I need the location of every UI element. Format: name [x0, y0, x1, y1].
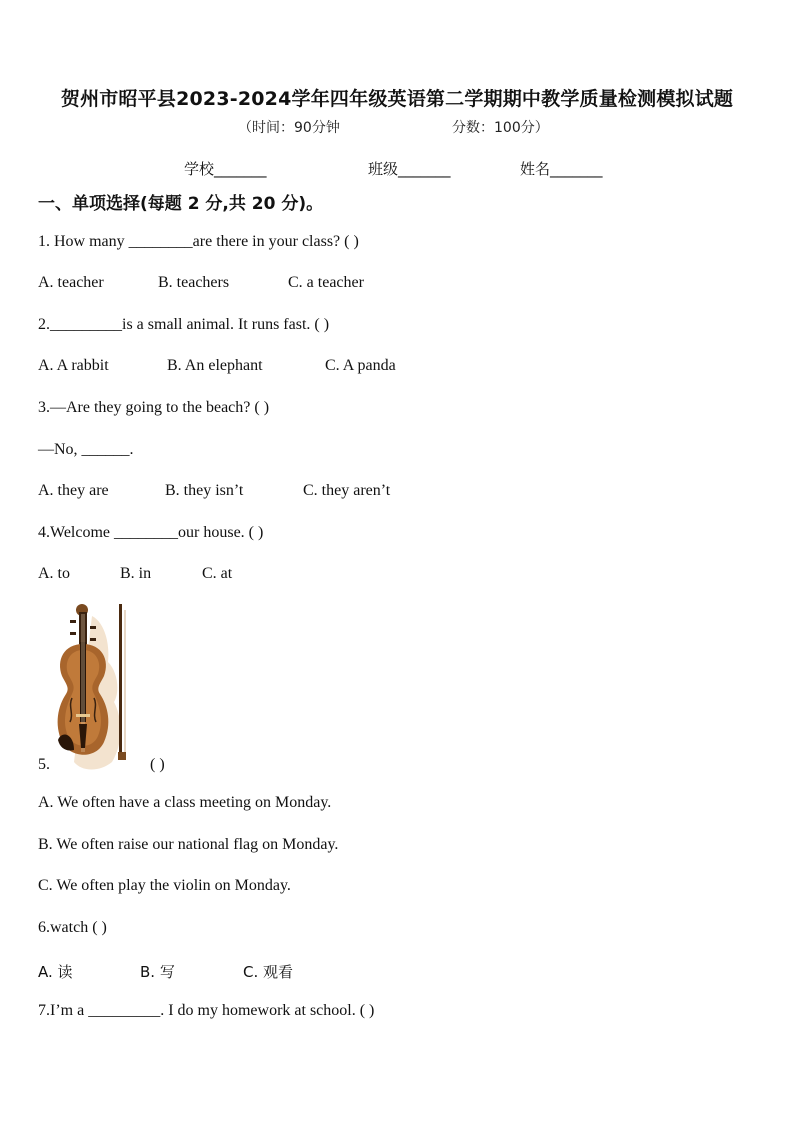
- page-title: 贺州市昭平县2023-2024学年四年级英语第二学期期中教学质量检测模拟试题: [60, 88, 734, 110]
- q1-option-a: A. teacher: [38, 274, 104, 291]
- exam-time: （时间：90分钟: [238, 120, 340, 136]
- q2-option-b: B. An elephant: [167, 357, 263, 374]
- q6-option-b: B. 写: [140, 963, 175, 981]
- q2-option-c: C. A panda: [325, 357, 396, 374]
- question-1-stem: 1. How many ________are there in your class? ( ): [38, 233, 359, 250]
- q4-option-b: B. in: [120, 565, 152, 582]
- question-4-stem: 4.Welcome ________our house. ( ): [38, 524, 264, 541]
- q3-option-b: B. they isn’t: [165, 482, 244, 499]
- violin-image: [52, 602, 144, 774]
- q5-option-c: C. We often play the violin on Monday.: [38, 877, 291, 894]
- q3-option-c: C. they aren’t: [303, 482, 391, 499]
- q6-option-a: A. 读: [38, 963, 73, 981]
- question-6-stem: 6.watch ( ): [38, 919, 107, 936]
- question-7-stem: 7.I’m a _________. I do my homework at school. ( ): [38, 1002, 375, 1019]
- question-3-stem: 3.—Are they going to the beach? ( ): [38, 399, 270, 416]
- q6-option-c: C. 观看: [243, 963, 294, 981]
- name-field: 姓名_______: [520, 160, 603, 178]
- q1-option-b: B. teachers: [158, 274, 230, 291]
- question-5-stem: 5.: [38, 756, 50, 773]
- q5-option-b: B. We often raise our national flag on Monday.: [38, 836, 339, 853]
- q5-option-a: A. We often have a class meeting on Monday.: [38, 794, 332, 811]
- q3-option-a: A. they are: [38, 482, 109, 499]
- class-field: 班级_______: [368, 160, 451, 178]
- q4-option-a: A. to: [38, 565, 70, 582]
- q4-option-c: C. at: [202, 565, 233, 582]
- school-field: 学校_______: [184, 160, 267, 178]
- q2-option-a: A. A rabbit: [38, 357, 109, 374]
- question-5-paren: ( ): [150, 756, 165, 773]
- section-heading: 一、单项选择(每题 2 分,共 20 分)。: [38, 194, 324, 214]
- q1-option-c: C. a teacher: [288, 274, 364, 291]
- question-2-stem: 2._________is a small animal. It runs fast. ( ): [38, 316, 330, 333]
- exam-score: 分数：100分）: [452, 120, 549, 136]
- question-3-stem-2: —No, ______.: [38, 441, 134, 458]
